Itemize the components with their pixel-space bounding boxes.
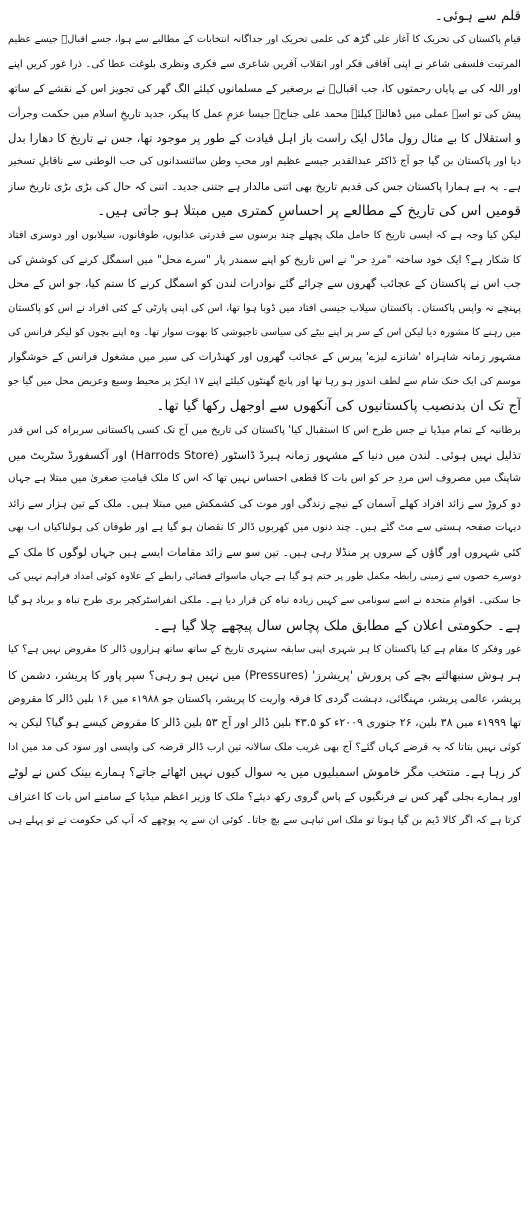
text-line: پہنچے نہ واپس پاکستان۔ پاکستان سیلاب جیسی افتاد میں ڈوبا ہوا تھا، اس کی اپنی پارٹی کے کئی افراد نے اس کو پاکستان [8, 302, 521, 314]
text-line: پیش کی تو اسے عملی میں ڈھالنے کیلئے محمد علی جناحؒ جیسا عزمِ عمل کا پیکر، جدید تاریخِ اسلام میں حکمت وجرأت [8, 107, 521, 120]
text-line: دو کروڑ سے زائد افراد کھلے آسمان کے نیچے زندگی اور موت کی کشمکش میں مبتلا ہیں۔ ملک کے تین ہزار سے زائد [8, 497, 521, 510]
text-line: لیکن کیا وجہ ہے کہ ایسی تاریخ کا حامل ملک پچھلے چند برسوں سے قدرتی عذابوں، طوفانوں، سیلابوں اور دوسری افتاد [8, 229, 521, 241]
text-line: تذلیل نہیں ہوئی۔ لندن میں دنیا کے مشہور زمانہ ہیرڈ ڈاسٹور (Harrods Store) اور آکسفورڈ سٹریٹ میں [8, 448, 521, 463]
text-line: دیا اور پاکستان بن گیا جو آج ڈاکٹر عبدالقدیر جیسے عظیم اور محبِ وطن سائنسدانوں کی حب الوطنی سے ناقابلِ تسخیر [8, 156, 521, 168]
text-line: ہر ہوش سنبھالتے بچے کی پرورش 'پریشرز' (Pressures) میں نہیں ہو رہی؟ سپر پاور کا پریشر، دشمن کا [8, 667, 521, 682]
text-line: موسم کی ایک خنک شام سے لطف اندوز ہو رہا تھا اور پانچ گھنٹوں کیلئے اپنے ۱۷ ایکڑ پر محیط وسیع وعریض محل میں گیا جو [8, 375, 521, 387]
paragraph [8, 28, 521, 223]
text-line: ہے۔ یہ ہے ہمارا پاکستان جس کی قدیم تاریخ بھی اتنی مالدار ہے جتنی جدید۔ اتنی کہ حال کی بڑی بڑی تاریخ ساز [8, 179, 521, 193]
text-line: تھا ۱۹۹۹ء میں ۳۸ بلین، ۲۶ جنوری ۲۰۰۹ء کو ۴۳.۵ بلین ڈالر اور آج ۵۳ بلین ڈالر کا مقروض کیسے ہو گیا؟ لیکن یہ [8, 716, 521, 730]
paragraph [8, 419, 521, 639]
text-line: دیہات صفحہ ہستی سے مٹ گئے ہیں۔ چند دنوں میں کھربوں ڈالر کا نقصان ہو گیا ہے اور طوفان کی ہولناکیاں اب بھی [8, 522, 521, 534]
text-line: اور ہمارے بجلی گھر کس نے فرنگیوں کے پاس گروی رکھ دیئے؟ ملک کا وزیر اعظم میڈیا کے سامنے اس بات کا اعتراف [8, 790, 521, 803]
text-line: کا شکار ہے؟ ایک خود ساختہ "مردِ حر" نے اس تاریخ کو اپنے سمندر پار "سرے محل" میں اسمگل کرنے کی کوشش کی [8, 253, 521, 266]
text-line: برطانیہ کے تمام میڈیا نے جس طرح اس کا استقبال کیا' پاکستان کی تاریخ میں آج تک کسی پاکستانی سربراہ کی اس قدر [8, 424, 521, 436]
text-line: میں رہنے کا مشورہ دیا لیکن اس کے سر پر اپنے بیٹے کی سیاسی تاجپوشی کا بھوت سوار تھا۔ وہ اپنے بچوں کو لیکر فرانس کی [8, 327, 521, 339]
text-line: پریشر، عالمی پریشر، مہنگائی، دہشت گردی کا فرقہ واریت کا پریشر، پاکستان جو ۱۹۸۸ء میں ۱۶ بلین ڈالر کا مقروض [8, 692, 521, 705]
text-line: اور اللہ کی بے پایاں رحمتوں کا، جب اقبالؒ نے برصغیر کے مسلمانوں کیلئے الگ گھر کی تجویز اس کے نقشے کے ساتھ [8, 83, 521, 96]
text-line: مشہور زمانہ شاہراہ 'شانزے لیزے' پیرس کے عجائب گھروں اور کھنڈرات کی سیر میں مشغول فرانس کے خوشگوار [8, 351, 521, 364]
text-line: قیامِ پاکستان کی تحریک کا آغاز علی گڑھ کی علمی تحریک اور جداگانہ انتخابات کے مطالبے سے ہوا، جسے اقبالؒ جیسے عظیم [8, 34, 521, 46]
text-line: ہے۔ حکومتی اعلان کے مطابق ملک پچاس سال پیچھے چلا گیا ہے۔ [153, 617, 521, 634]
text-line: کئی شہروں اور گاؤں کے سروں پر منڈلا رہی ہیں۔ تین سو سے زائد مقامات ایسے ہیں جہاں لوگوں کا ملک کے [8, 545, 521, 559]
text-line: المرتبت فلسفی شاعر نے اپنی آفاقی فکر اور انقلاب آفریں شاعری سے فکری ونظری بلوغت عطا کی۔ ذرا غور کریں اپنے [8, 58, 521, 70]
text-line: آج تک ان بدنصیب پاکستانیوں کی آنکھوں سے اوجھل رکھا گیا تھا۔ [156, 398, 521, 415]
paragraph [8, 4, 521, 28]
text-line: قلم سے ہوئی۔ [434, 8, 521, 24]
text-line: و استقلال کا بے مثال رول ماڈل ایک راست باز اہل قیادت کے طور پر موجود تھا، جس نے تاریخ کا دھارا بدل [8, 130, 521, 145]
text-line: غور وفکر کا مقام ہے کیا پاکستان کا ہر شہری اپنی سابقہ سنہری تاریخ کے ساتھ ساتھ ہزاروں ڈالر کا مقروض نہیں ہے؟ کیا [8, 644, 521, 656]
text-line: قومیں اس کی تاریخ کے مطالعے پر احساسِ کمتری میں مبتلا ہو جاتی ہیں۔ [97, 203, 521, 220]
paragraph [8, 638, 521, 833]
text-line: کرتا ہے کہ اگر کالا ڈیم بن گیا ہوتا تو ملک اس تباہی سے بچ جاتا۔ کوئی ان سے یہ پوچھے کہ آپ کی حکومت نے تو پہلے ہی [8, 814, 521, 826]
text-line: دوسرے حصوں سے زمینی رابطہ مکمل طور پر ختم ہو گیا ہے جہاں ماسوائے فضائی رابطے کے علاوہ کوئی امداد فراہم نہیں کی [8, 570, 521, 582]
text-line: جا سکتی۔ اقوامِ متحدہ نے اسے سونامی سے کہیں زیادہ تباہ کن قرار دیا ہے۔ ملکی انفراسٹرکچر بری طرح تباہ و برباد ہو گیا [8, 595, 521, 607]
text-line: شاپنگ میں مصروف اس مردِ حر کو اس بات کا قطعی احساس نہیں تھا کہ اس کا ملک قیامتِ صغریٰ میں مبتلا ہے جہاں [8, 473, 521, 485]
text-line: جب اس نے پاکستان کے عجائب گھروں سے چرائے گئے نوادرات لندن کو اسمگل کرنے کا ستم کیا، جو اس کے محل [8, 277, 521, 291]
text-line: کر رہا ہے۔ منتخب مگر خاموش اسمبلیوں میں یہ سوال کیوں نہیں اٹھائے جاتے؟ ہمارے بینک کس نے لوٹے [8, 765, 521, 780]
text-line: کوئی نہیں بتاتا کہ یہ قرضے کہاں گئے؟ آج بھی غریب ملک سالانہ تین ارب ڈالر قرضہ کی واپسی اور سود کی مد میں ادا [8, 741, 521, 753]
paragraph [8, 224, 521, 419]
